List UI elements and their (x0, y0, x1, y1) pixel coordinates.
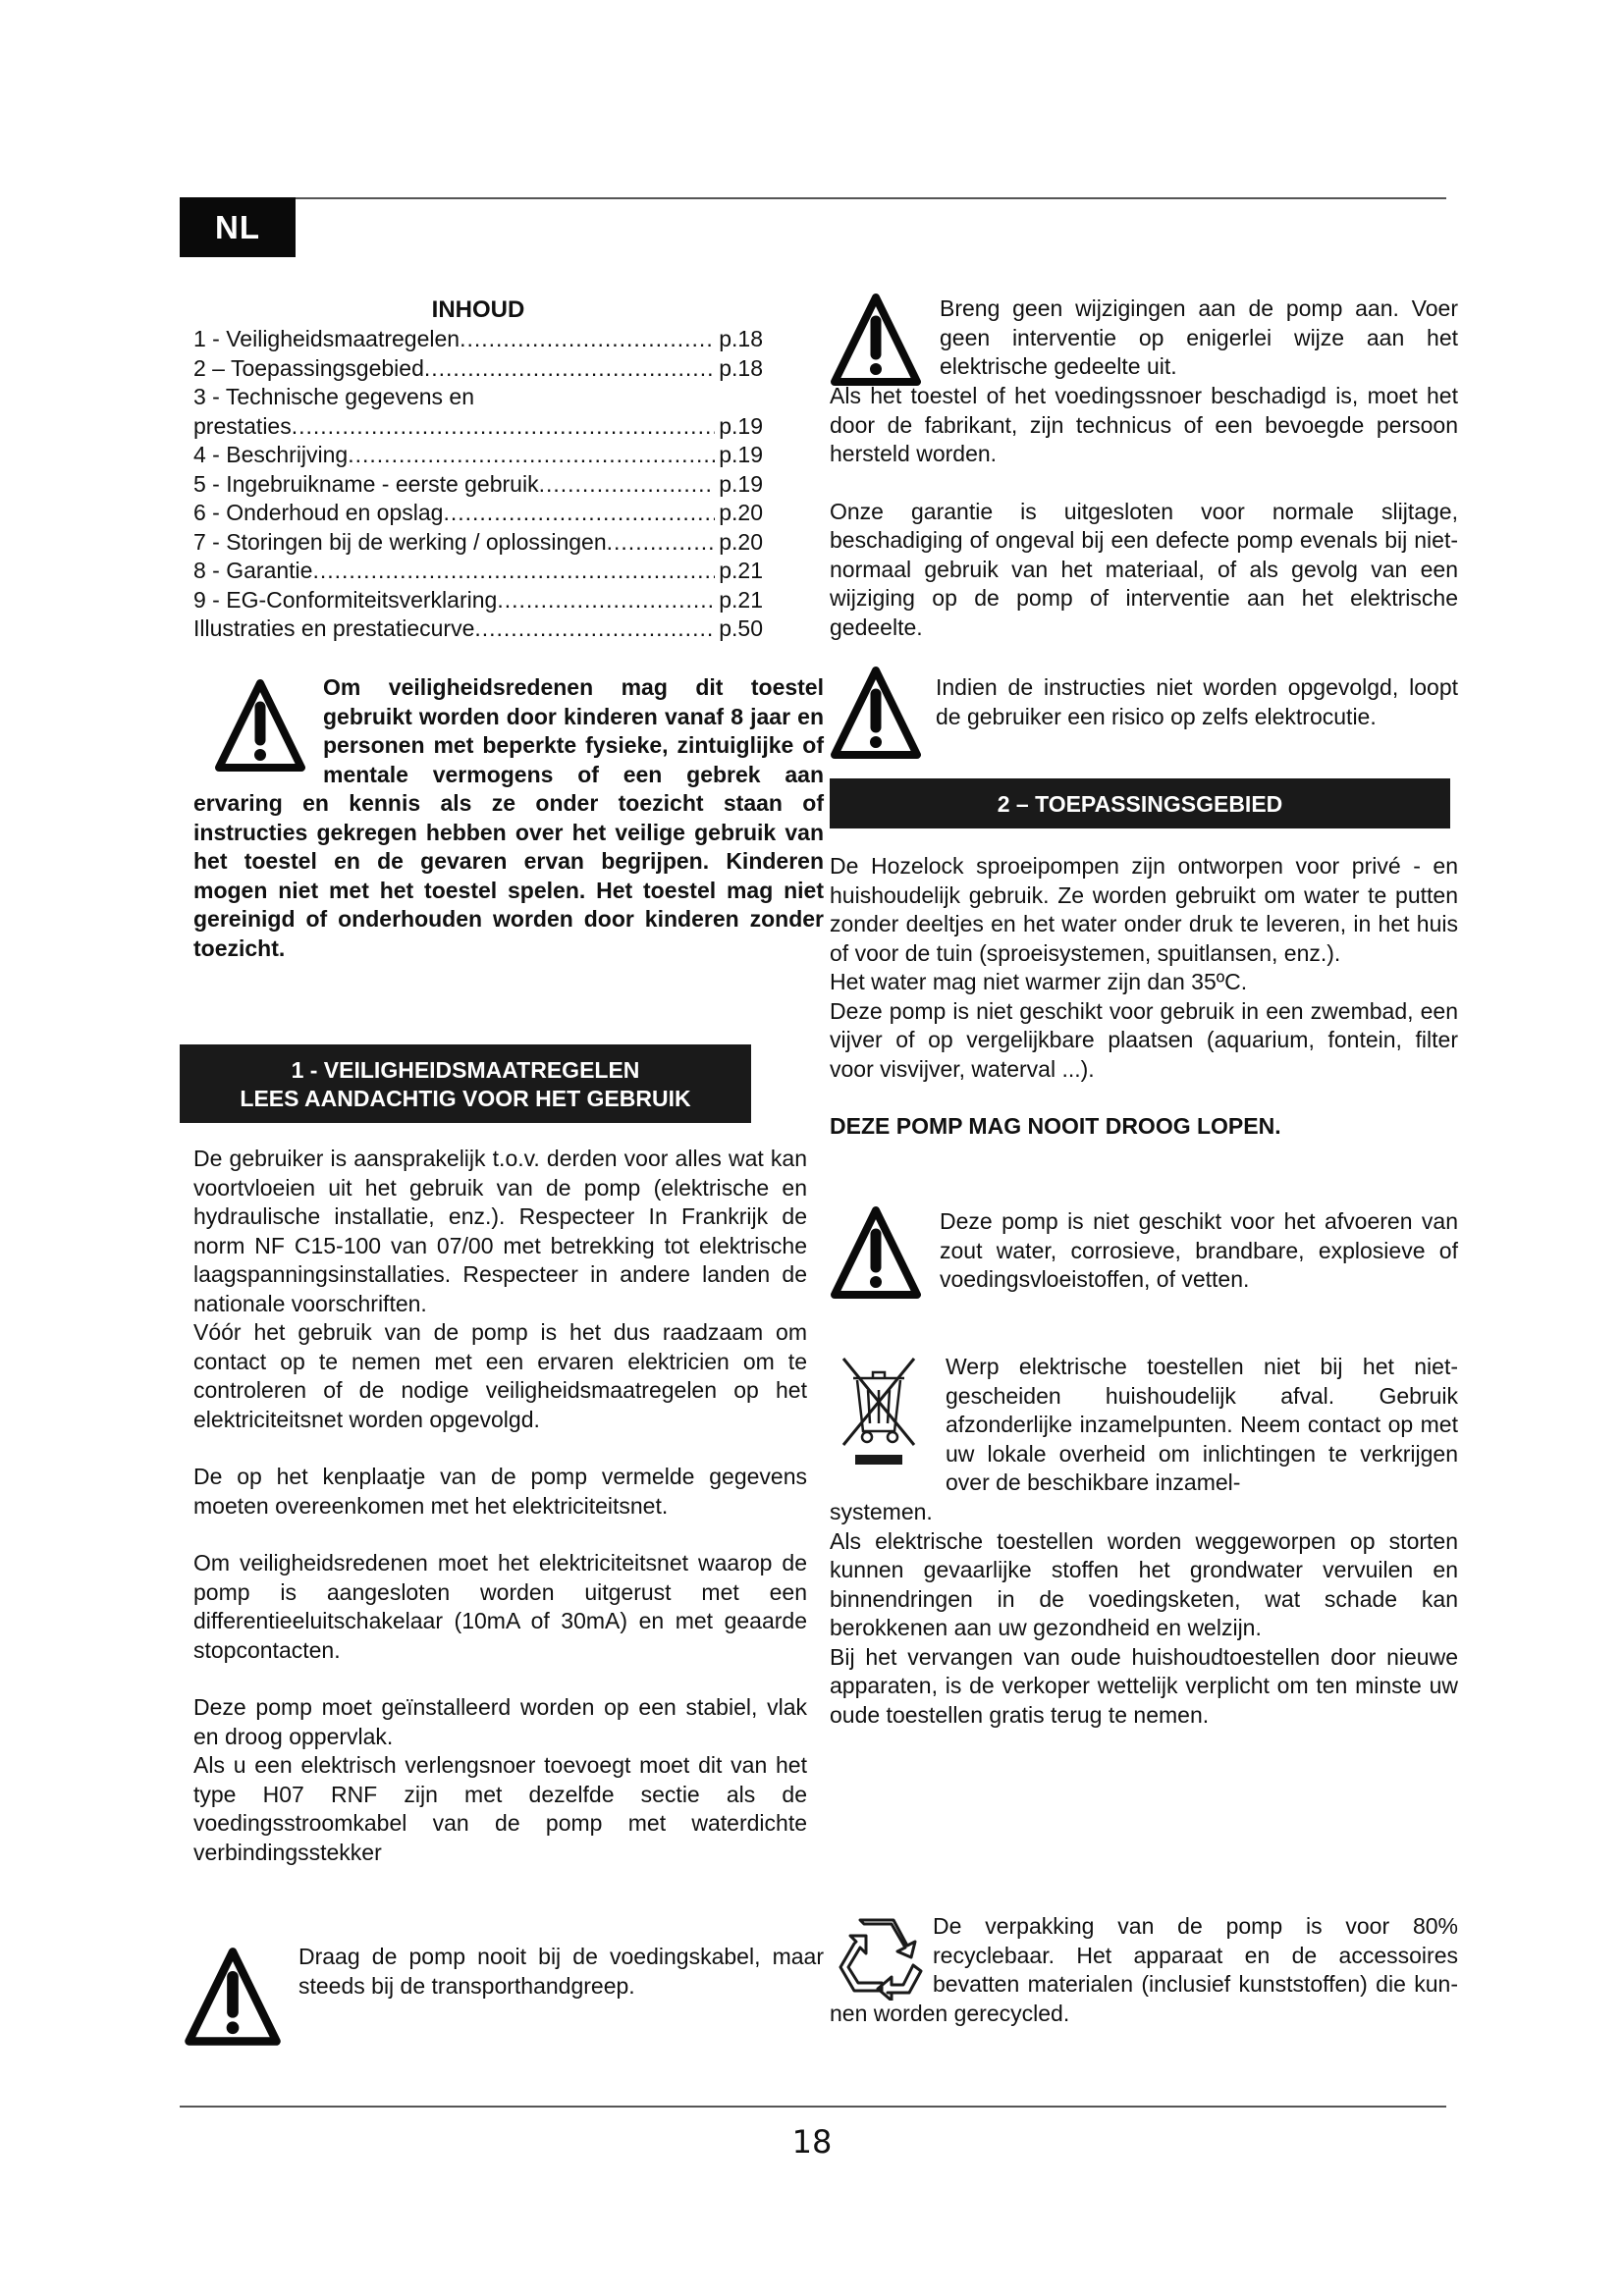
toc-leader-dots (292, 412, 716, 442)
toc-entry (193, 412, 763, 442)
recycle-text: De verpakking van de pomp is voor 80% recyclebaar. Het apparaat en de accessoires bevatten materialen (inclusief kunststoffen) die kunnen worden gerecycled. (830, 1913, 1458, 2026)
para-liability: De gebruiker is aansprakelijk t.o.v. derden voor alles wat kan voortvloeien uit het gebruik van de pomp (elektrische en hydraulische installatie, enz.). Respecteer In Frankrijk de norm NF C15-100 van 07/00 met betrekking tot elektrische laagspanningsinstallaties. Respecteer in andere landen de nationale voorschriften. (193, 1146, 807, 1316)
toc-entry-label: 7 - Storingen bij de werking / oplossingen (193, 528, 607, 555)
para-retailer: Bij het vervangen van oude huishoudtoestellen door nieuwe apparaten, is de verkoper wettelijk verplicht om ten minste uw oude toestellen gratis terug te nemen. (830, 1643, 1458, 1728)
para-differential: Om veiligheidsredenen moet het elektriciteitsnet waarop de pomp is aangesloten worden uitgerust met een differentieeluitschakelaar (10mA of 30mA) en met geaarde stopcontacten. (193, 1550, 807, 1663)
para-guarantee: Onze garantie is uitgesloten voor normale slijtage, beschadiging of ongeval bij een defecte pomp evenals bij niet-normaal gebruik van het materiaal, of als gevolg van een wijziging op de pomp of interventie aan het elektrische gedeelte. (830, 498, 1458, 640)
toc-entry-label: 5 - Ingebruikname - eerste gebruik (193, 470, 539, 497)
toc-entry-label: prestaties (193, 412, 292, 439)
para-temperature: Het water mag niet warmer zijn dan 35ºC. (830, 969, 1248, 994)
toc-entry-page: p.50 (719, 615, 763, 641)
toc-entry (193, 528, 763, 558)
toc-leader-dots (460, 325, 715, 354)
toc-entry-label: 6 - Onderhoud en opslag (193, 500, 444, 525)
section-2-body (830, 852, 1458, 1142)
toc-entry-page: p.20 (719, 528, 763, 555)
toc-entry-page: p.19 (719, 412, 763, 439)
warning-triangle-icon (831, 292, 921, 390)
warning-triangle-icon (831, 665, 921, 763)
toc-leader-dots (497, 586, 715, 615)
toc-entry (193, 470, 763, 500)
para-pool: Deze pomp is niet geschikt voor gebruik in een zwembad, een vijver of op vergelijkbare plaatsen (aquarium, fontein, filter voor visvijver, waterval ...). (830, 997, 1458, 1082)
dry-run-notice: DEZE POMP MAG NOOIT DROOG LOPEN. (830, 1113, 1281, 1139)
toc-entry-label: 8 - Garantie (193, 558, 313, 583)
section-2-title: 2 – TOEPASSINGSGEBIED (997, 791, 1283, 817)
language-badge: NL (180, 197, 296, 257)
toc-entry (193, 354, 763, 384)
weee-body (830, 1498, 1458, 1730)
toc-list (193, 325, 763, 644)
toc-entry (193, 325, 763, 354)
drain-warning: Deze pomp is niet geschikt voor het afvoeren van zout water, corrosieve, brandbare, explosieve of voedingsvloeistoffen, of vetten. (940, 1208, 1458, 1292)
toc-entry-page: p.19 (719, 470, 763, 497)
toc-leader-dots (607, 528, 716, 558)
toc-leader-dots (424, 354, 715, 384)
children-warning (193, 673, 824, 963)
para-nameplate: De op het kenplaatje van de pomp vermelde gegevens moeten overeenkomen met het elektriciteitsnet. (193, 1464, 807, 1519)
toc-leader-dots (474, 614, 715, 644)
toc-entry (193, 499, 763, 528)
warning-triangle-icon (831, 1204, 921, 1303)
toc-entry (193, 614, 763, 644)
table-of-contents (193, 295, 763, 644)
toc-entry-page: p.19 (719, 442, 763, 467)
right-top-body (830, 382, 1458, 642)
toc-entry-page: p.20 (719, 500, 763, 525)
toc-entry-page: p.18 (719, 326, 763, 351)
toc-entry-label: Illustraties en prestatiecurve (193, 615, 475, 641)
warning-triangle-icon (185, 1946, 281, 2050)
section-1-header (180, 1044, 751, 1123)
toc-entry-label: 9 - EG-Conformiteitsverklaring (193, 586, 498, 613)
weee-continuation: systemen. (830, 1499, 933, 1524)
toc-entry (193, 441, 763, 470)
para-scope: De Hozelock sproeipompen zijn ontworpen voor privé - en huishoudelijk gebruik. Ze worden gebruikt om water te putten zonder deeltjes en het water onder druk te leveren, in het huis of voor de tuin (sproeisystemen, spuitlansen, enz.). (830, 853, 1458, 966)
toc-entry-label: 1 - Veiligheidsmaatregelen (193, 326, 460, 351)
toc-entry-label: 4 - Beschrijving (193, 442, 349, 467)
toc-entry (193, 557, 763, 586)
toc-leader-dots (539, 470, 716, 500)
toc-leader-dots (312, 557, 715, 586)
recycle-notice (830, 1912, 1458, 2028)
header-rule (180, 197, 1446, 199)
modify-warning: Breng geen wijzigingen aan de pomp aan. Voer geen interventie op enigerlei wijze aan het elektrische gedeelte uit. (940, 295, 1458, 379)
toc-entry (193, 586, 763, 615)
cable-warning: Draag de pomp nooit bij de voedingskabel, maar steeds bij de transporthandgreep. (298, 1944, 824, 1999)
toc-leader-dots (348, 441, 715, 470)
para-cord-damage: Als het toestel of het voedingssnoer beschadigd is, moet het door de fabrikant, zijn technicus of een bevoegde persoon hersteld worden. (830, 383, 1458, 466)
recycle-icon-spacer (830, 1912, 933, 1999)
weee-notice: Werp elektrische toestellen niet bij het niet-gescheiden huishoudelijk afval. Gebruik afzonderlijke inzamelpunten. Neem contact op met uw lokale overheid om inlichtingen te verkrijgen over de beschikbare inzamel- (946, 1354, 1458, 1495)
para-surface: Deze pomp moet geïnstalleerd worden op een stabiel, vlak en droog oppervlak. (193, 1694, 807, 1749)
footer-rule (180, 2106, 1446, 2108)
section-1-subtitle: LEES AANDACHTIG VOOR HET GEBRUIK (240, 1086, 691, 1111)
toc-entry-label: 3 - Technische gegevens en (193, 384, 474, 409)
section-1-title: 1 - VEILIGHEIDSMAATREGELEN (291, 1057, 640, 1083)
toc-entry-label: 2 – Toepassingsgebied (193, 354, 424, 381)
section-1-body (193, 1145, 807, 1867)
para-electrician: Vóór het gebruik van de pomp is het dus raadzaam om contact op te nemen met een ervaren elektricien om te controleren of de nodige veiligheidsmaatregelen op het elektriciteitsnet worden opgevolgd. (193, 1319, 807, 1432)
children-warning-text: Om veiligheidsredenen mag dit toestel gebruikt worden door kinderen vanaf 8 jaar en personen met beperkte fysieke, zintuiglijke of mentale vermogens of een gebrek aan ervaring en kennis als ze onder toezicht staan of instructies gekregen hebben over het veilige gebruik van het toestel en de gevaren ervan begrijpen. Kinderen mogen niet met het toestel spelen. Het toestel mag niet gereinigd of onderhouden worden door kinderen zonder toezicht. (193, 674, 824, 961)
instructions-warning: Indien de instructies niet worden opgevolgd, loopt de gebruiker een risico op zelfs elektrocutie. (936, 674, 1458, 729)
toc-entry-page: p.21 (719, 558, 763, 583)
weee-bin-icon (836, 1351, 922, 1470)
para-extension-cord: Als u een elektrisch verlengsnoer toevoegt moet dit van het type H07 RNF zijn met dezelfde sectie als de voedingsstroomkabel van de pomp met waterdichte verbindingsstekker (193, 1752, 807, 1865)
toc-entry (193, 383, 763, 412)
toc-title: INHOUD (431, 296, 525, 323)
page-number: 18 (791, 2123, 833, 2161)
section-2-header (830, 778, 1450, 828)
toc-leader-dots (443, 499, 715, 528)
toc-entry-page: p.21 (719, 586, 763, 613)
para-groundwater: Als elektrische toestellen worden weggeworpen op storten kunnen gevaarlijke stoffen het grondwater vervuilen en binnendringen in de voedingsketen, wat schade kan berokkenen aan uw gezondheid en welzijn. (830, 1527, 1458, 1640)
toc-entry-page: p.18 (719, 354, 763, 381)
warning-triangle-icon (215, 677, 305, 775)
